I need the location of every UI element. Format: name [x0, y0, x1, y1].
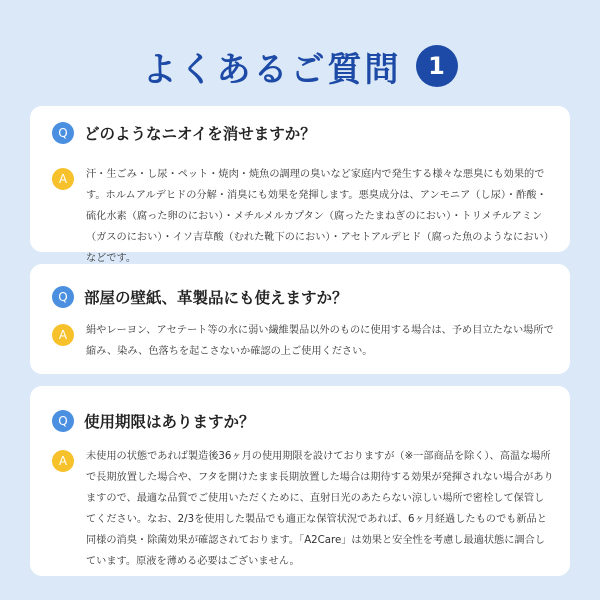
faq-question-row: [52, 286, 348, 308]
answer-badge: A: [52, 450, 74, 472]
faq-question: どのようなニオイを消せますか？: [84, 125, 316, 143]
answer-badge: A: [52, 324, 74, 346]
page-number-badge: 1: [416, 45, 458, 87]
faq-question: 使用期限はありますか？: [84, 413, 255, 431]
question-badge: Q: [52, 122, 74, 144]
page-title: よくあるご質問: [142, 49, 402, 90]
faq-question: 部屋の壁紙、革製品にも使えますか？: [84, 289, 348, 307]
faq-card-3: [30, 386, 570, 576]
faq-answer: 絹やレーヨン、アセテート等の水に弱い繊維製品以外のものに使用する場合は、予め目立たない場所で縮み、染み、色落ちを起こさないか確認の上ご使用ください。: [86, 325, 554, 357]
faq-card-1: [30, 106, 570, 264]
faq-question-row: [52, 122, 316, 144]
faq-answer: 未使用の状態であれば製造後36ヶ月の使用期限を設けておりますが（※一部商品を除く）、高温な場所で長期放置した場合や、フタを開けたまま長期放置した場合は期待する効果が発揮されない場合がありますので、最適な品質でご使用いただくために、直射日光のあたらない涼しい場所で密栓して保管してください。なお、2/3を使用した製品でも適正な保管状況であれば、6ヶ月経過したものでも新品と同様の消臭・除菌効果が確認されております。「A2Care」は効果と安全性を考慮し最適状態に調合しています。原液を薄める必要はございません。: [86, 451, 554, 567]
question-badge: Q: [52, 286, 74, 308]
header: [0, 38, 600, 94]
faq-answer: 汗・生ごみ・し尿・ペット・焼肉・焼魚の調理の臭いなど家庭内で発生する様々な悪臭にも効果的です。ホルムアルデヒドの分解・消臭にも効果を発揮します。悪臭成分は、アンモニア（し尿）・酢酸・硫化水素（腐った卵のにおい）・メチルメルカプタン（腐ったたまねぎのにおい）・トリメチルアミン（ガスのにおい）・イソ吉草酸（むれた靴下のにおい）・アセトアルデヒド（腐った魚のようなにおい）などです。: [86, 169, 554, 264]
answer-badge: A: [52, 168, 74, 190]
faq-card-2: [30, 264, 570, 374]
question-badge: Q: [52, 410, 74, 432]
faq-question-row: [52, 410, 255, 432]
